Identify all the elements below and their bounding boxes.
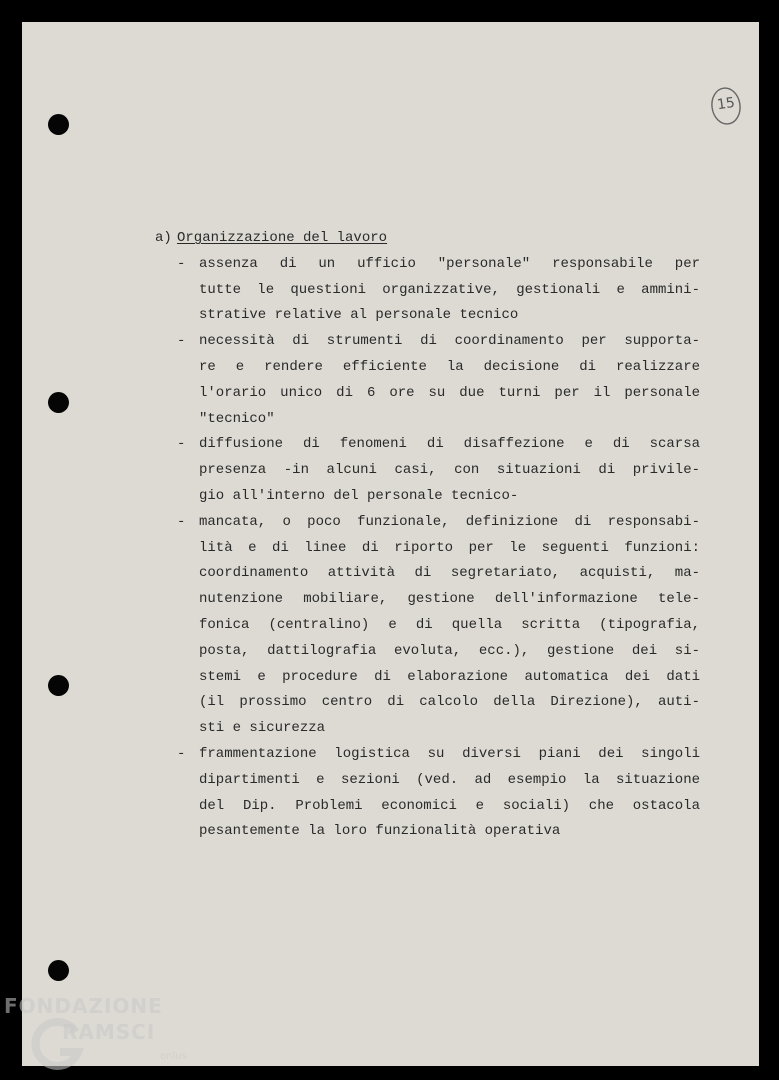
text-line: l'orario unico di 6 ore su due turni per il personale xyxy=(199,384,700,401)
list-item xyxy=(177,510,700,742)
text-line: stemi e procedure di elaborazione automatica dei dati xyxy=(199,668,700,685)
page-number-text: 15 xyxy=(716,94,736,114)
text-line: diffusione di fenomeni di disaffezione e di scarsa xyxy=(199,436,700,453)
text-line: coordinamento attività di segretariato, acquisti, ma- xyxy=(199,565,700,582)
text-line: sti e sicurezza xyxy=(199,720,326,737)
text-line: tutte le questioni organizzative, gestionali e ammini- xyxy=(199,281,700,298)
text-line: presenza -in alcuni casi, con situazioni di privile- xyxy=(199,462,700,479)
text-line: necessità di strumenti di coordinamento per supporta- xyxy=(199,333,700,350)
text-line: fonica (centralino) e di quella scritta (tipografia, xyxy=(199,616,700,633)
punch-hole xyxy=(48,114,69,135)
text-line: assenza di un ufficio "personale" responsabile per xyxy=(199,255,700,272)
watermark-line1: FONDAZIONE xyxy=(4,994,163,1018)
punch-hole xyxy=(48,960,69,981)
punch-hole xyxy=(48,392,69,413)
section-letter: a) xyxy=(155,230,172,246)
text-line: (il prossimo centro di calcolo della Direzione), auti- xyxy=(199,694,700,711)
text-line: del Dip. Problemi economici e sociali) che ostacola xyxy=(199,797,700,814)
text-line: mancata, o poco funzionale, definizione di responsabi- xyxy=(199,513,700,530)
section-heading xyxy=(155,226,700,252)
section-title: Organizzazione del lavoro xyxy=(177,230,388,246)
list-item xyxy=(177,252,700,329)
text-line: gio all'interno del personale tecnico- xyxy=(199,487,519,504)
text-line: nutenzione mobiliare, gestione dell'informazione tele- xyxy=(199,591,700,608)
text-line: lità e di linee di riporto per le seguenti funzioni: xyxy=(199,539,700,556)
text-line: frammentazione logistica su diversi piani dei singoli xyxy=(199,745,700,762)
watermark-line2: RAMSCI xyxy=(62,1020,156,1044)
list-dash: - xyxy=(177,436,186,453)
list-dash: - xyxy=(177,513,186,530)
text-line: "tecnico" xyxy=(199,410,275,427)
text-line: strative relative al personale tecnico xyxy=(199,307,519,324)
list-dash: - xyxy=(177,333,186,350)
document-body xyxy=(155,226,700,845)
handwritten-page-number xyxy=(710,86,742,126)
watermark-line3: onlus xyxy=(160,1051,187,1062)
list-item xyxy=(177,329,700,432)
text-line: posta, dattilografia evoluta, ecc.), gestione dei si- xyxy=(199,642,700,659)
list-dash: - xyxy=(177,745,186,762)
text-line: pesantemente la loro funzionalità operativa xyxy=(199,823,561,840)
list-item xyxy=(177,742,700,845)
text-line: re e rendere efficiente la decisione di realizzare xyxy=(199,358,700,375)
punch-hole xyxy=(48,675,69,696)
list-item xyxy=(177,432,700,509)
fondazione-gramsci-watermark xyxy=(0,990,200,1080)
list-dash: - xyxy=(177,255,186,272)
text-line: dipartimenti e sezioni (ved. ad esempio la situazione xyxy=(199,771,700,788)
